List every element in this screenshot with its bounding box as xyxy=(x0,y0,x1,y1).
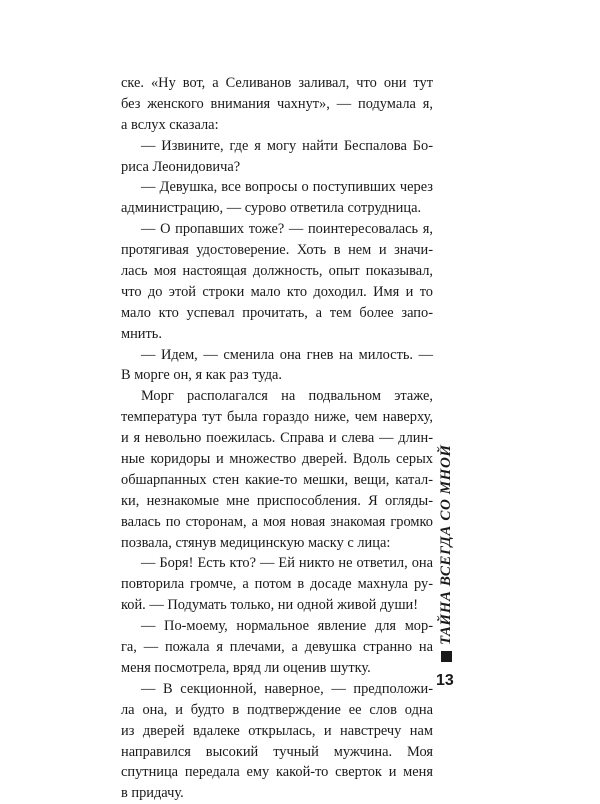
text-line: ла она, и будто в подтверждение ее слов одна xyxy=(121,701,433,718)
text-line: меня посмотрела, вряд ли оценив шутку. xyxy=(121,659,371,676)
running-head xyxy=(438,444,455,662)
text-line: ске. «Ну вот, а Селиванов заливал, что они тут xyxy=(121,75,433,91)
text-line: протягивая удостоверение. Хоть в нем и значи- xyxy=(121,242,433,259)
text-line: — Боря! Есть кто? — Ей никто не ответил, она xyxy=(141,555,433,572)
text-line: и я невольно поежилась. Справа и слева — длин- xyxy=(121,430,433,447)
text-line: температура тут была гораздо ниже, чем наверху, xyxy=(121,409,433,426)
text-line: — Девушка, все вопросы о поступивших через xyxy=(141,179,433,196)
text-line: — В секционной, наверное, — предположи- xyxy=(141,680,433,697)
text-line: повторила громче, а потом в досаде махнула ру- xyxy=(121,576,433,593)
page-number: 13 xyxy=(436,672,454,689)
text-line: Морг располагался на подвальном этаже, xyxy=(141,388,433,405)
text-line: — По-моему, нормальное явление для мор- xyxy=(141,618,433,635)
text-line: В морге он, я как раз туда. xyxy=(121,367,283,384)
text-line: — Идем, — сменила она гнев на милость. — xyxy=(141,346,433,363)
text-line: мало кто успевал прочитать, а тем более запо- xyxy=(121,304,433,321)
text-line: обшарпанных стен какие-то мешки, вещи, катал- xyxy=(121,471,433,488)
text-line: ные коридоры и множество дверей. Вдоль серых xyxy=(121,451,433,468)
text-line: спутница передала ему какой-то сверток и меня xyxy=(121,764,433,781)
text-line: валась по сторонам, а моя новая знакомая громко xyxy=(121,513,433,530)
body-text xyxy=(121,73,433,804)
text-line: — Извините, где я могу найти Беспалова Бо- xyxy=(141,137,433,154)
text-line: мнить. xyxy=(121,325,162,342)
text-line: без женского внимания чахнут», — подумала я, xyxy=(121,95,433,112)
text-line: в придачу. xyxy=(121,785,184,802)
text-line: ки, незнакомые мне приспособления. Я огляды- xyxy=(121,492,433,509)
text-line: га, — пожала я плечами, а девушка странно на xyxy=(121,639,433,656)
text-line: кой. — Подумать только, ни одной живой души! xyxy=(121,597,419,614)
text-line: а вслух сказала: xyxy=(121,116,219,133)
text-line: администрацию, — сурово ответила сотрудница. xyxy=(121,200,422,217)
text-line: что до этой строки мало кто доходил. Имя и то xyxy=(121,283,433,300)
text-line: — О пропавших тоже? — поинтересовалась я, xyxy=(141,221,433,238)
text-line: риса Леонидовича? xyxy=(121,158,241,175)
text-line: лась моя настоящая должность, опыт показывал, xyxy=(121,263,433,280)
text-line: из дверей вдалеке открылась, и навстречу нам xyxy=(121,722,433,739)
text-line: направился высокий тучный мужчина. Моя xyxy=(121,743,433,760)
square-marker-icon xyxy=(441,651,452,662)
text-line: позвала, стянув медицинскую маску с лица: xyxy=(121,534,391,551)
running-head-title: ТАЙНА ВСЕГДА СО МНОЙ xyxy=(438,444,454,645)
